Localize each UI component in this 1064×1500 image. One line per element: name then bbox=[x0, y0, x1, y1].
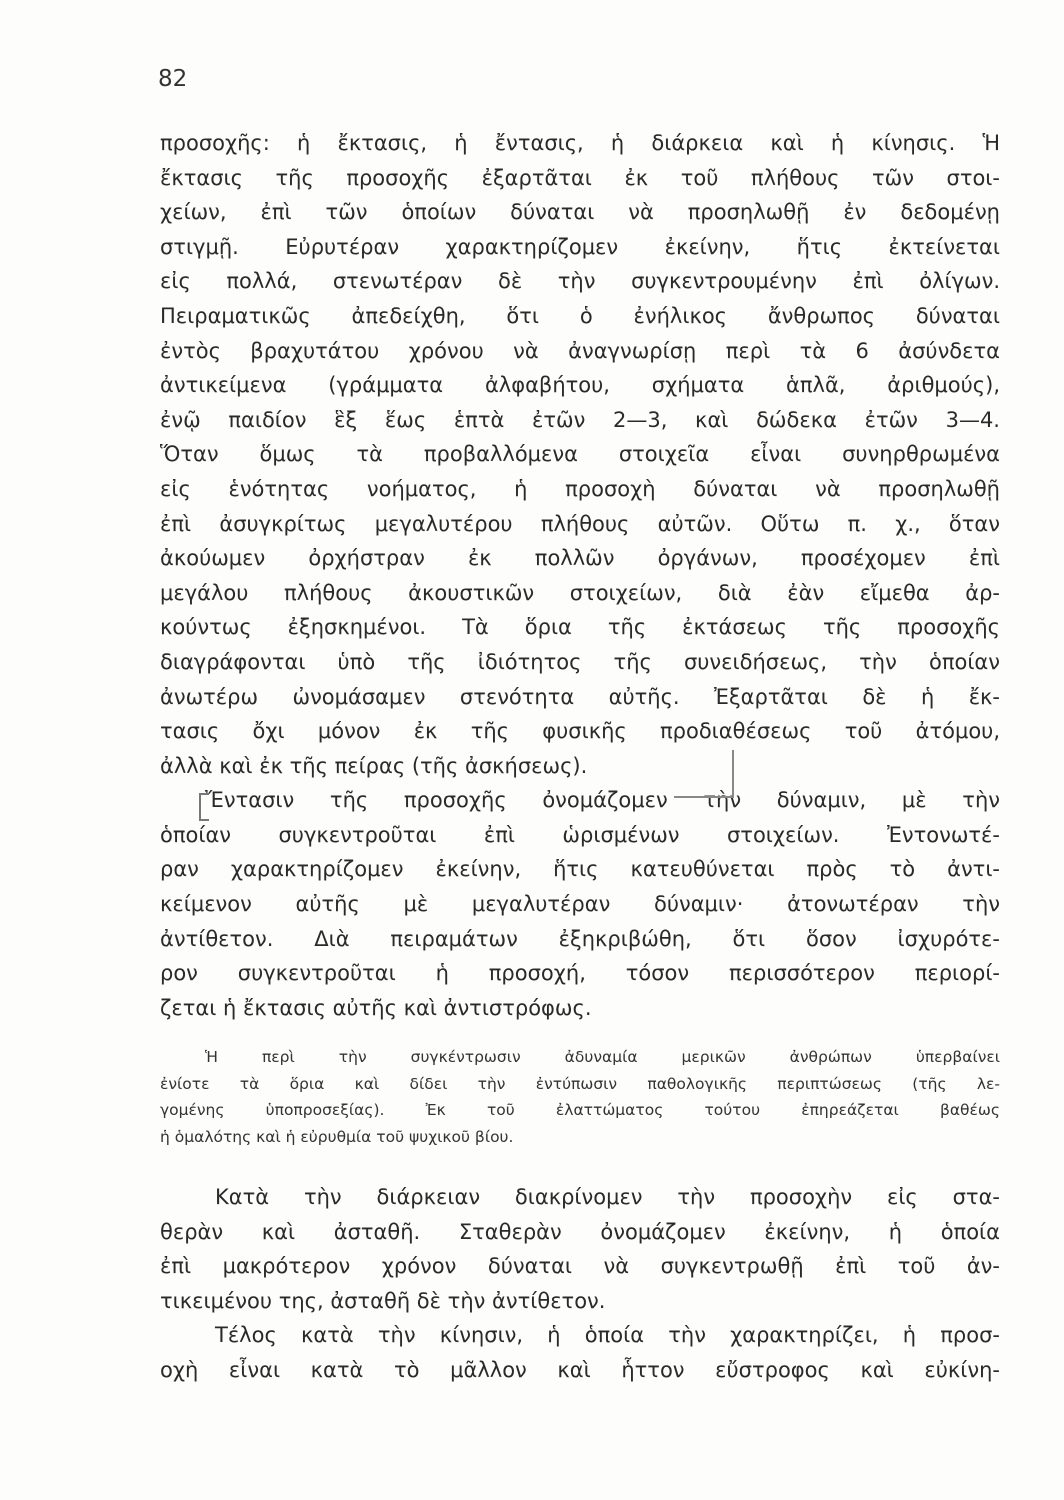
text-line: ζεται ἡ ἔκτασις αὐτῆς καὶ ἀντιστρόφως. bbox=[160, 995, 592, 1020]
text-line: τικειμένου της, ἀσταθῆ δὲ τὴν ἀντίθετον. bbox=[160, 1288, 606, 1313]
text-line: Ἔντασιν τῆς προσοχῆς ὀνομάζομεν τὴν δύναμιν, μὲ τὴν bbox=[205, 788, 1000, 813]
text-line: κείμενον αὐτῆς μὲ μεγαλυτέραν δύναμιν· ἀτονωτέραν τὴν bbox=[160, 892, 1000, 917]
text-line: Πειραματικῶς ἀπεδείχθη, ὅτι ὁ ἐνήλικος ἄνθρωπος δύναται bbox=[160, 303, 1000, 328]
paragraph-intensity bbox=[160, 783, 1000, 1025]
text-line: εἰς ἑνότητας νοήματος, ἡ προσοχὴ δύναται νὰ προσηλωθῇ bbox=[160, 476, 1000, 501]
paragraph-movement bbox=[160, 1318, 1000, 1387]
footnote-line: ἡ ὁμαλότης καὶ ἡ εὐρυθμία τοῦ ψυχικοῦ βίου. bbox=[160, 1127, 514, 1146]
text-line: ἀκούωμεν ὀρχήστραν ἐκ πολλῶν ὀργάνων, προσέχομεν ἐπὶ bbox=[160, 546, 1000, 571]
text-line: ἀλλὰ καὶ ἐκ τῆς πείρας (τῆς ἀσκήσεως). bbox=[160, 753, 588, 778]
text-line: Τέλος κατὰ τὴν κίνησιν, ἡ ὁποία τὴν χαρακτηρίζει, ἡ προσ- bbox=[215, 1323, 1000, 1348]
text-line: Κατὰ τὴν διάρκειαν διακρίνομεν τὴν προσοχὴν εἰς στα- bbox=[215, 1185, 1000, 1209]
text-line: διαγράφονται ὑπὸ τῆς ἰδιότητος τῆς συνειδήσεως, τὴν ὁποίαν bbox=[160, 649, 1000, 674]
text-line: οχὴ εἶναι κατὰ τὸ μᾶλλον καὶ ἧττον εὔστροφος καὶ εὐκίνη- bbox=[160, 1357, 1000, 1382]
text-line: εἰς πολλά, στενωτέραν δὲ τὴν συγκεντρουμένην ἐπὶ ὀλίγων. bbox=[160, 269, 1000, 294]
footnote-line: ἐνίοτε τὰ ὅρια καὶ δίδει τὴν ἐντύπωσιν παθολογικῆς περιπτώσεως (τῆς λε- bbox=[160, 1074, 1000, 1093]
text-line: ἔκτασις τῆς προσοχῆς ἐξαρτᾶται ἐκ τοῦ πλήθους τῶν στοι- bbox=[160, 165, 1000, 190]
text-line: ἐπὶ μακρότερον χρόνον δύναται νὰ συγκεντρωθῇ ἐπὶ τοῦ ἀν- bbox=[160, 1254, 1000, 1279]
text-line: προσοχῆς: ἡ ἔκτασις, ἡ ἔντασις, ἡ διάρκεια καὶ ἡ κίνησις. Ἡ bbox=[160, 131, 1000, 155]
main-text bbox=[160, 126, 1000, 1025]
text-line: ραν χαρακτηρίζομεν ἐκείνην, ἥτις κατευθύνεται πρὸς τὸ ἀντι- bbox=[160, 857, 1000, 882]
text-line: μεγάλου πλήθους ἀκουστικῶν στοιχείων, διὰ ἐὰν εἴμεθα ἀρ- bbox=[160, 580, 1000, 605]
footnote-line: γομένης ὑποπροσεξίας). Ἐκ τοῦ ἐλαττώματος τούτου ἐπηρεάζεται βαθέως bbox=[160, 1101, 1000, 1119]
bracket-mark bbox=[199, 793, 209, 821]
text-line: στιγμῇ. Εὐρυτέραν χαρακτηρίζομεν ἐκείνην, ἥτις ἐκτείνεται bbox=[160, 234, 1000, 259]
text-line: ὁποίαν συγκεντροῦται ἐπὶ ὡρισμένων στοιχείων. Ἐντονωτέ- bbox=[160, 822, 1000, 847]
text-line: χείων, ἐπὶ τῶν ὁποίων δύναται νὰ προσηλωθῇ ἐν δεδομένῃ bbox=[160, 200, 1000, 225]
text-line: ρον συγκεντροῦται ἡ προσοχή, τόσον περισσότερον περιορί- bbox=[160, 961, 1000, 986]
text-line: ἀντικείμενα (γράμματα ἀλφαβήτου, σχήματα ἁπλᾶ, ἀριθμούς), bbox=[160, 373, 1000, 398]
page-number: 82 bbox=[158, 66, 188, 92]
text-line: ἐνῷ παιδίον ἓξ ἕως ἑπτὰ ἐτῶν 2—3, καὶ δώδεκα ἐτῶν 3—4. bbox=[160, 407, 1000, 432]
footnote bbox=[160, 1044, 1000, 1150]
text-line: θερὰν καὶ ἀσταθῆ. Σταθερὰν ὀνομάζομεν ἐκείνην, ἡ ὁποία bbox=[160, 1219, 1000, 1244]
text-line: Ὅταν ὅμως τὰ προβαλλόμενα στοιχεῖα εἶναι συνηρθρωμένα bbox=[160, 442, 1000, 467]
text-line: ἀντίθετον. Διὰ πειραμάτων ἐξηκριβώθη, ὅτι ὅσον ἰσχυρότε- bbox=[160, 926, 1000, 951]
text-line: κούντως ἐξησκημένοι. Τὰ ὅρια τῆς ἐκτάσεως τῆς προσοχῆς bbox=[160, 615, 1000, 640]
paragraph-duration bbox=[160, 1180, 1000, 1318]
text-line: ἐντὸς βραχυτάτου χρόνου νὰ ἀναγνωρίσῃ περὶ τὰ 6 ἀσύνδετα bbox=[160, 338, 1000, 363]
paragraph-extent bbox=[160, 126, 1000, 783]
text-line: ἀνωτέρω ὠνομάσαμεν στενότητα αὐτῆς. Ἐξαρτᾶται δὲ ἡ ἔκ- bbox=[160, 684, 1000, 709]
footnote-line: Ἡ περὶ τὴν συγκέντρωσιν ἀδυναμία μερικῶν ἀνθρώπων ὑπερβαίνει bbox=[205, 1048, 1000, 1066]
pencil-mark bbox=[674, 750, 734, 798]
main-text-continued bbox=[160, 1180, 1000, 1388]
text-line: ἐπὶ ἀσυγκρίτως μεγαλυτέρου πλήθους αὐτῶν. Οὕτω π. χ., ὅταν bbox=[160, 511, 1000, 536]
text-line: τασις ὄχι μόνον ἐκ τῆς φυσικῆς προδιαθέσεως τοῦ ἀτόμου, bbox=[160, 719, 1000, 744]
